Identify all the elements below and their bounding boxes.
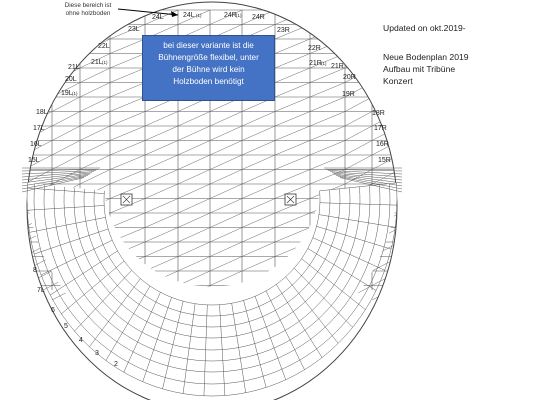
floor-grid-diagonal — [178, 141, 210, 156]
floor-grid-diagonal — [310, 83, 345, 98]
floor-grid-diagonal — [372, 286, 400, 301]
floor-grid-diagonal — [24, 271, 52, 286]
row-label-18l: 18L — [36, 109, 48, 116]
row-label-24r-b: 24R — [252, 14, 265, 21]
row-label-mark-24r: (1) — [236, 13, 242, 18]
floor-grid-diagonal — [145, 228, 178, 243]
stage-area — [142, 35, 275, 101]
floor-grid-diagonal — [52, 25, 80, 40]
floor-grid-diagonal — [275, 54, 310, 69]
floor-grid-diagonal — [24, 68, 52, 83]
floor-grid-diagonal — [145, 112, 178, 127]
floor-grid-diagonal — [178, 184, 210, 199]
floor-grid-diagonal — [310, 97, 345, 112]
floor-grid-diagonal — [145, 141, 178, 156]
pillar-left — [121, 194, 132, 205]
floor-grid-diagonal — [110, 112, 145, 127]
note-arrow-head — [171, 11, 178, 17]
floor-grid-diagonal — [275, 68, 310, 83]
row-label-22l: 22L — [98, 43, 110, 50]
row-label-22r: 22R — [308, 45, 321, 52]
floor-grid-diagonal — [310, 155, 345, 170]
floor-grid-diagonal — [52, 126, 80, 141]
floor-grid-diagonal — [242, 257, 275, 272]
row-label-21l: 21L — [91, 59, 103, 66]
floor-grid-diagonal — [178, 242, 210, 257]
floor-grid-diagonal — [275, 83, 310, 98]
floor-grid-diagonal — [110, 141, 145, 156]
stage-note-line-1: bei dieser variante ist die — [163, 41, 254, 50]
floor-grid-diagonal — [345, 39, 372, 54]
floor-grid-diagonal — [80, 155, 110, 170]
row-label-24r: 24R — [224, 12, 237, 19]
updated-notice: Updated on okt.2019- — [383, 23, 466, 33]
floor-grid-diagonal — [310, 68, 345, 83]
row-label-16l: 16L — [30, 141, 42, 148]
row-label-mark-21r: (1) — [321, 61, 327, 66]
floor-grid-diagonal — [80, 97, 110, 112]
floor-grid-diagonal — [110, 170, 145, 185]
floor-grid-diagonal — [145, 213, 178, 228]
floor-grid-diagonal — [24, 83, 52, 98]
floor-note-line-2: ohne holzboden — [65, 10, 111, 17]
floor-grid-diagonal — [145, 126, 178, 141]
floor-grid-diagonal — [210, 228, 242, 243]
floor-grid-diagonal — [210, 126, 242, 141]
floor-grid-diagonal — [145, 155, 178, 170]
floor-grid-diagonal — [372, 271, 400, 286]
floor-grid-diagonal — [210, 170, 242, 185]
tribune-number-7l: 7L — [37, 287, 45, 294]
row-label-21r: 21R — [309, 60, 322, 67]
row-label-21l-b: 21L — [68, 64, 80, 71]
row-label-21r-b: 21R — [331, 63, 344, 70]
floor-grid-diagonal — [242, 199, 275, 214]
floor-grid-diagonal — [275, 39, 310, 54]
row-label-17l: 17L — [33, 125, 45, 132]
floor-grid-diagonal — [210, 155, 242, 170]
floor-grid-diagonal — [345, 155, 372, 170]
floor-grid-diagonal — [210, 141, 242, 156]
row-label-mark-21l: (1) — [102, 60, 108, 65]
floor-grid-diagonal — [178, 126, 210, 141]
row-label-20r: 20R — [343, 74, 356, 81]
tribune-number-4: 4 — [79, 337, 83, 344]
floor-grid-diagonal — [24, 10, 52, 25]
floor-grid-diagonal — [310, 10, 345, 25]
floor-grid-diagonal — [178, 155, 210, 170]
row-label-17r: 17R — [374, 125, 387, 132]
floor-grid-diagonal — [52, 39, 80, 54]
floor-grid-diagonal — [110, 213, 145, 228]
row-label-19r: 19R — [342, 91, 355, 98]
row-label-16r: 16R — [376, 141, 389, 148]
floor-grid-diagonal — [110, 54, 145, 69]
floor-grid-diagonal — [310, 141, 345, 156]
floor-grid-diagonal — [210, 257, 242, 272]
floor-grid-diagonal — [345, 112, 372, 127]
floor-grid-diagonal — [24, 54, 52, 69]
floor-grid-diagonal — [345, 97, 372, 112]
floor-grid-diagonal — [345, 141, 372, 156]
floor-grid-diagonal — [242, 112, 275, 127]
row-label-24l: 24L — [152, 14, 164, 21]
floor-grid-diagonal — [80, 25, 110, 40]
floor-grid-diagonal — [242, 155, 275, 170]
floor-grid-diagonal — [310, 126, 345, 141]
floor-grid-diagonal — [80, 68, 110, 83]
floor-grid-diagonal — [345, 25, 372, 40]
floor-grid-diagonal — [24, 39, 52, 54]
floor-grid-diagonal — [210, 199, 242, 214]
floor-grid-diagonal — [275, 126, 310, 141]
floor-grid-diagonal — [210, 112, 242, 127]
row-label-15r: 15R — [378, 157, 391, 164]
row-label-20l: 20L — [65, 76, 77, 83]
row-label-mark-19l: (1) — [72, 91, 78, 96]
floor-grid-diagonal — [80, 83, 110, 98]
floor-grid-diagonal — [110, 83, 145, 98]
row-label-19l: 19L — [61, 90, 73, 97]
floor-grid-diagonal — [242, 170, 275, 185]
floor-grid-diagonal — [242, 213, 275, 228]
row-label-mark-24l: (1) — [196, 13, 202, 18]
tribune-number-3: 3 — [95, 350, 99, 357]
floor-grid-diagonal — [145, 170, 178, 185]
floor-grid-diagonal — [52, 97, 80, 112]
floor-grid-diagonal — [242, 184, 275, 199]
floor-grid-diagonal — [275, 170, 310, 185]
floor-grid-diagonal — [275, 141, 310, 156]
floor-grid-diagonal — [275, 112, 310, 127]
floor-grid-diagonal — [210, 184, 242, 199]
floor-grid-diagonal — [178, 199, 210, 214]
tribune-number-5: 5 — [64, 323, 68, 330]
plan-info — [383, 51, 469, 87]
floor-grid-diagonal — [242, 228, 275, 243]
tribune-number-2: 2 — [114, 361, 118, 368]
floor-grid-diagonal — [345, 10, 372, 25]
stage-note-line-4: Holzboden benötigt — [173, 77, 244, 86]
floor-grid-diagonal — [110, 97, 145, 112]
pillar-right — [285, 194, 296, 205]
stage-note-line-2: Bühnengröße flexibel, unter — [158, 53, 259, 62]
floor-grid-diagonal — [24, 25, 52, 40]
floor-grid-diagonal — [242, 242, 275, 257]
stage-note-line-3: der Bühne wird kein — [172, 65, 245, 74]
plan-info-line-2: Aufbau mit Tribüne — [383, 64, 456, 74]
tribune-number-8: 8 — [33, 267, 37, 274]
plan-info-line-3: Konzert — [383, 76, 413, 86]
floor-grid-diagonal — [80, 112, 110, 127]
floor-grid-diagonal — [275, 213, 310, 228]
floor-grid-diagonal — [345, 54, 372, 69]
floor-grid-diagonal — [52, 141, 80, 156]
floor-grid-diagonal — [52, 155, 80, 170]
floor-grid-diagonal — [110, 39, 145, 54]
row-label-15l: 15L — [28, 157, 40, 164]
floor-grid-diagonal — [275, 97, 310, 112]
floor-note — [56, 2, 120, 18]
floor-grid-diagonal — [178, 112, 210, 127]
plan-info-line-1: Neue Bodenplan 2019 — [383, 52, 469, 62]
floor-grid-diagonal — [210, 271, 242, 286]
floor-grid-diagonal — [145, 184, 178, 199]
floor-grid-diagonal — [275, 155, 310, 170]
floor-grid-diagonal — [178, 257, 210, 272]
floor-grid-diagonal — [80, 126, 110, 141]
row-label-23r: 23R — [277, 27, 290, 34]
floor-grid-diagonal — [210, 213, 242, 228]
row-label-23l: 23L — [128, 26, 140, 33]
row-label-18r: 18R — [372, 110, 385, 117]
floor-grid-diagonal — [110, 155, 145, 170]
floor-grid-diagonal — [52, 112, 80, 127]
floor-grid-diagonal — [145, 199, 178, 214]
row-label-24l-top: 24L — [183, 12, 195, 19]
floor-grid-diagonal — [345, 126, 372, 141]
floor-grid-diagonal — [110, 126, 145, 141]
floor-note-line-1: Diese bereich ist — [64, 2, 112, 9]
floor-grid-diagonal — [178, 228, 210, 243]
floor-grid-diagonal — [210, 242, 242, 257]
floor-grid-diagonal — [110, 68, 145, 83]
floor-grid-diagonal — [310, 112, 345, 127]
floor-grid-diagonal — [178, 170, 210, 185]
floor-grid-diagonal — [242, 126, 275, 141]
floor-grid-diagonal — [178, 213, 210, 228]
tribune-number-6: 6 — [51, 307, 55, 314]
floor-grid-diagonal — [145, 242, 178, 257]
tribune-seating — [22, 168, 402, 396]
floor-grid-diagonal — [242, 141, 275, 156]
floor-grid-diagonal — [80, 141, 110, 156]
